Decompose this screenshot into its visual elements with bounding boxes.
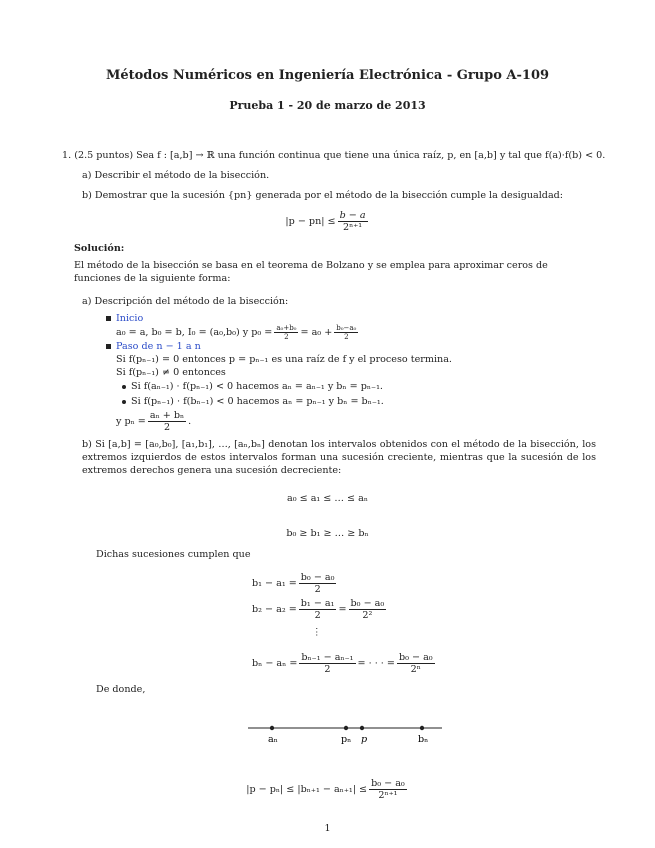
eq2-num1: b₁ − a₁ xyxy=(300,598,335,609)
number-line-figure xyxy=(240,718,450,748)
point-an xyxy=(270,726,274,730)
label-bn: bₙ xyxy=(418,734,429,745)
paso-label: Paso de n − 1 a n xyxy=(116,341,201,352)
seq-increasing: a₀ ≤ a₁ ≤ … ≤ aₙ xyxy=(286,493,368,504)
eq1-left: b₁ − a₁ = xyxy=(252,578,297,589)
paso-bullet1 xyxy=(122,380,383,393)
pn-prefix: y pₙ = xyxy=(116,416,146,427)
inicio-frac2-den: 2 xyxy=(344,333,349,341)
problem-text: Sea f : [a,b] → ℝ una función continua que tiene una única raíz, p, en [a,b] y tal que f(a)·f(b) < 0. xyxy=(136,150,606,161)
point-p xyxy=(360,726,364,730)
final-frac xyxy=(369,778,407,801)
problem-number: 1. xyxy=(62,150,72,161)
final-num: b₀ − a₀ xyxy=(371,778,405,789)
final-den: 2ⁿ⁺¹ xyxy=(378,790,398,801)
final-inequality xyxy=(0,778,655,801)
inicio-formula xyxy=(116,324,360,341)
eq1-den: 2 xyxy=(314,584,321,595)
pn-fraction xyxy=(148,410,186,433)
bullet-dot-icon xyxy=(122,385,126,389)
point-pn xyxy=(344,726,348,730)
eq2-left: b₂ − a₂ = xyxy=(252,604,297,615)
problem-part-a: a) Describir el método de la bisección. xyxy=(82,170,270,181)
eq3-den1: 2 xyxy=(324,664,331,675)
eq2-frac2 xyxy=(349,598,387,621)
square-bullet-icon xyxy=(106,316,111,321)
eq3-frac2 xyxy=(397,652,435,675)
inicio-frac1 xyxy=(274,324,298,341)
inicio-label: Inicio xyxy=(116,313,144,324)
ineq-fraction xyxy=(338,210,368,233)
eq1 xyxy=(252,572,338,595)
inicio-frac2 xyxy=(334,324,358,341)
ineq-left: |p − pn| ≤ xyxy=(285,216,336,227)
dichas-text: Dichas sucesiones cumplen que xyxy=(96,549,251,560)
problem-statement xyxy=(62,149,605,162)
document-title: Métodos Numéricos en Ingeniería Electrónica - Grupo A-109 xyxy=(105,68,550,83)
eq2-frac1 xyxy=(299,598,337,621)
pn-formula: y pₙ = $\frac{\text{aₙ + bₙ}}{2}$ . xyxy=(116,410,192,433)
eq3-num1: bₙ₋₁ − aₙ₋₁ xyxy=(301,652,354,663)
document-subtitle: Prueba 1 - 20 de marzo de 2013 xyxy=(229,99,426,112)
eq2-den2: 2² xyxy=(362,610,373,621)
square-bullet-icon xyxy=(106,344,111,349)
seq-decreasing: b₀ ≥ b₁ ≥ … ≥ bₙ xyxy=(286,528,369,539)
problem-inequality xyxy=(0,210,655,233)
eq3-num2: b₀ − a₀ xyxy=(398,652,433,663)
paso-item xyxy=(106,340,201,353)
eq3-left: bₙ − aₙ = xyxy=(252,658,298,669)
label-an: aₙ xyxy=(268,734,278,745)
problem-points: (2.5 puntos) xyxy=(74,150,134,161)
de-donde-text: De donde, xyxy=(96,684,146,695)
ineq-den: 2ⁿ⁺¹ xyxy=(342,222,363,233)
eq1-frac xyxy=(299,572,337,595)
eq1-num: b₀ − a₀ xyxy=(300,572,335,583)
solution-part-a-label: a) Descripción del método de la bisección: xyxy=(82,296,289,307)
solution-heading: Solución: xyxy=(74,243,125,254)
eq2-num2: b₀ − a₀ xyxy=(350,598,385,609)
paso-line1: Si f(pₙ₋₁) = 0 entonces p = pₙ₋₁ es una raíz de f y el proceso termina. xyxy=(116,354,452,365)
inicio-mid: = a₀ + xyxy=(300,327,333,338)
inicio-frac1-num: a₀+b₀ xyxy=(276,324,297,332)
bullet2-text: Si f(pₙ₋₁) · f(bₙ₋₁) < 0 hacemos aₙ = pₙ₋₁ y bₙ = bₙ₋₁. xyxy=(131,396,384,407)
eq3-mid: = · · · = xyxy=(357,658,395,669)
inicio-frac1-den: 2 xyxy=(284,333,289,341)
eq2: b₂ − a₂ = $\frac{\text{b₁ − a₁}}{2}$ = $\frac{\text{b₀ − a₀}}{\text{2²}}$ xyxy=(252,598,385,621)
inicio-formula-text: a₀ = a, b₀ = b, I₀ = (a₀,b₀) y p₀ = xyxy=(116,327,273,338)
ineq-num: b − a xyxy=(339,210,366,221)
eq2-den1: 2 xyxy=(314,610,321,621)
problem-part-b: b) Demostrar que la sucesión {pn} generada por el método de la bisección cumple la desigualdad: xyxy=(82,190,564,201)
eq3 xyxy=(252,652,437,675)
vertical-dots: ⋮ xyxy=(312,627,322,638)
paso-line2: Si f(pₙ₋₁) ≠ 0 entonces xyxy=(116,367,226,378)
label-pn: pₙ xyxy=(341,734,352,745)
paso-bullet2 xyxy=(122,395,384,408)
solution-intro: El método de la bisección se basa en el teorema de Bolzano y se emplea para aproximar ceros de funciones de la siguiente forma: xyxy=(74,260,548,284)
final-left: |p − pₙ| ≤ |bₙ₊₁ − aₙ₊₁| ≤ xyxy=(246,784,368,795)
point-bn xyxy=(420,726,424,730)
inicio-frac2-num: b₀−a₀ xyxy=(336,324,357,332)
pn-num: aₙ + bₙ xyxy=(149,410,185,421)
solution-part-b-text: b) Si [a,b] = [a₀,b₀], [a₁,b₁], …, [aₙ,bₙ] denotan los intervalos obtenidos con el método de la bisección, los extremos izquierdos de estos intervalos forman una sucesión creciente, mientras que la sucesión de los extremos derechos genera una sucesión decreciente: xyxy=(82,439,596,476)
bullet1-text: Si f(aₙ₋₁) · f(pₙ₋₁) < 0 hacemos aₙ = aₙ₋₁ y bₙ = pₙ₋₁. xyxy=(131,381,383,392)
eq3-den2: 2ⁿ xyxy=(410,664,421,675)
page-number: 1 xyxy=(324,823,331,834)
bullet-dot-icon xyxy=(122,400,126,404)
label-p: p xyxy=(361,734,368,745)
pn-den: 2 xyxy=(163,422,171,433)
eq3-frac1 xyxy=(299,652,355,675)
